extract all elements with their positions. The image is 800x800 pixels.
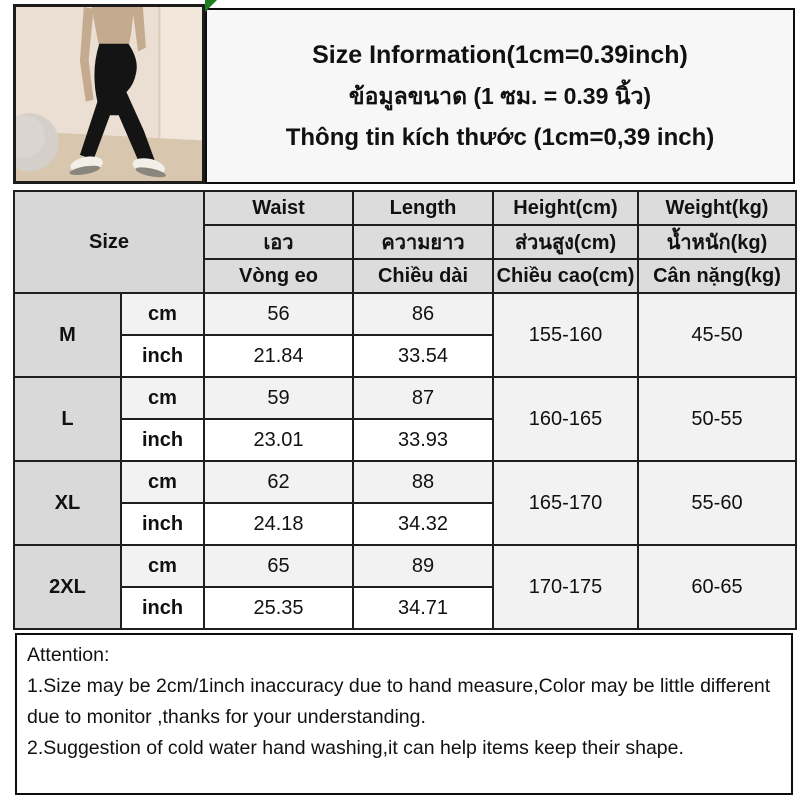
size-corner-cell: Size <box>14 191 204 293</box>
xl-weight-range: 55-60 <box>638 461 796 545</box>
2xl-length-inch: 34.71 <box>353 587 493 629</box>
size-label-2xl: 2XL <box>14 545 121 629</box>
2xl-weight-range: 60-65 <box>638 545 796 629</box>
attention-box <box>15 633 793 795</box>
m-weight-range: 45-50 <box>638 293 796 377</box>
2xl-length-cm: 89 <box>353 545 493 587</box>
unit-cm: cm <box>121 461 204 503</box>
unit-cm: cm <box>121 545 204 587</box>
attention-heading: Attention: <box>27 644 110 666</box>
header-weight-th: น้ำหนัก(kg) <box>638 225 796 259</box>
header-length-th: ความยาว <box>353 225 493 259</box>
l-waist-inch: 23.01 <box>204 419 353 461</box>
header-waist-en: Waist <box>204 191 353 225</box>
xl-height-range: 165-170 <box>493 461 638 545</box>
attention-note-2: 2.Suggestion of cold water hand washing,it can help items keep their shape. <box>27 737 684 759</box>
unit-inch: inch <box>121 503 204 545</box>
m-waist-cm: 56 <box>204 293 353 335</box>
title-box <box>205 8 795 184</box>
header-length-vi: Chiều dài <box>353 259 493 293</box>
header-weight-en: Weight(kg) <box>638 191 796 225</box>
unit-cm: cm <box>121 293 204 335</box>
xl-length-inch: 34.32 <box>353 503 493 545</box>
attention-note-1: 1.Size may be 2cm/1inch inaccuracy due to hand measure,Color may be little different due to monitor ,thanks for your understanding. <box>27 675 771 728</box>
2xl-waist-cm: 65 <box>204 545 353 587</box>
m-height-range: 155-160 <box>493 293 638 377</box>
title-english: Size Information(1cm=0.39inch) <box>312 40 688 69</box>
size-label-l: L <box>14 377 121 461</box>
product-photo <box>13 4 205 184</box>
xl-waist-cm: 62 <box>204 461 353 503</box>
header-height-en: Height(cm) <box>493 191 638 225</box>
l-length-inch: 33.93 <box>353 419 493 461</box>
green-corner-accent <box>205 0 217 12</box>
xl-length-cm: 88 <box>353 461 493 503</box>
unit-cm: cm <box>121 377 204 419</box>
header-waist-th: เอว <box>204 225 353 259</box>
header-height-vi: Chiều cao(cm) <box>493 259 638 293</box>
size-label-xl: XL <box>14 461 121 545</box>
leggings-model-illustration <box>16 7 202 181</box>
header-height-th: ส่วนสูง(cm) <box>493 225 638 259</box>
2xl-height-range: 170-175 <box>493 545 638 629</box>
header-length-en: Length <box>353 191 493 225</box>
2xl-waist-inch: 25.35 <box>204 587 353 629</box>
size-label-m: M <box>14 293 121 377</box>
title-thai: ข้อมูลขนาด (1 ซม. = 0.39 นิ้ว) <box>348 82 652 109</box>
l-waist-cm: 59 <box>204 377 353 419</box>
unit-inch: inch <box>121 335 204 377</box>
m-length-cm: 86 <box>353 293 493 335</box>
m-length-inch: 33.54 <box>353 335 493 377</box>
m-waist-inch: 21.84 <box>204 335 353 377</box>
xl-waist-inch: 24.18 <box>204 503 353 545</box>
header-waist-vi: Vòng eo <box>204 259 353 293</box>
l-weight-range: 50-55 <box>638 377 796 461</box>
l-height-range: 160-165 <box>493 377 638 461</box>
size-table <box>13 190 797 630</box>
header-weight-vi: Cân nặng(kg) <box>638 259 796 293</box>
title-vietnamese: Thông tin kích thước (1cm=0,39 inch) <box>285 123 715 151</box>
unit-inch: inch <box>121 587 204 629</box>
l-length-cm: 87 <box>353 377 493 419</box>
unit-inch: inch <box>121 419 204 461</box>
